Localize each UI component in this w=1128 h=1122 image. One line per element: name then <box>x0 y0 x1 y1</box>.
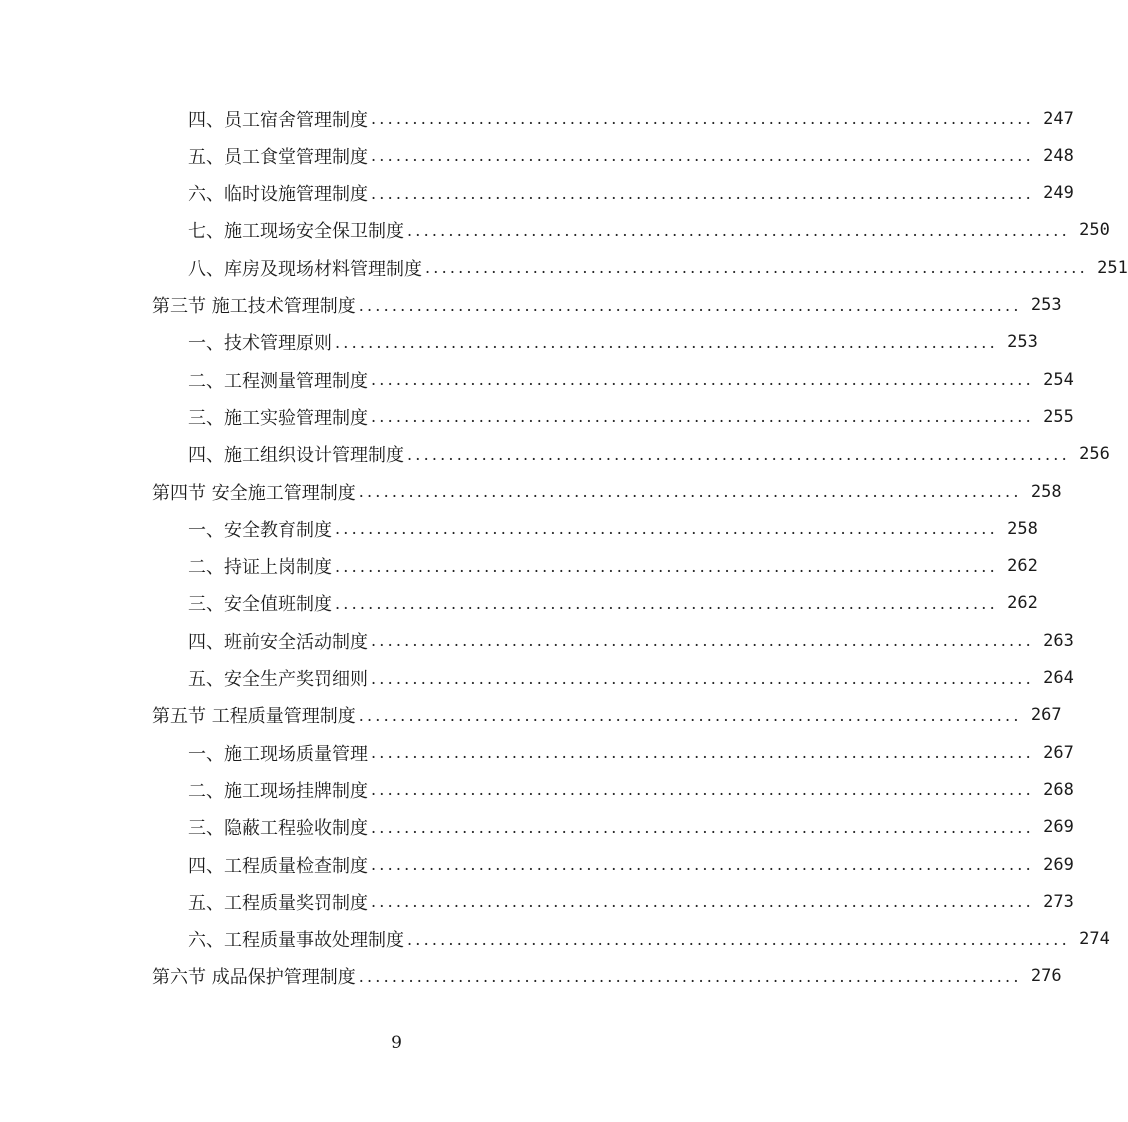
toc-entry-page: 262 <box>1007 556 1038 577</box>
toc-item-entry[interactable] <box>0 324 1038 361</box>
toc-leader-dots: ................................................................................ <box>371 855 1034 874</box>
toc-entry-label: 六、工程质量事故处理制度 <box>188 930 404 952</box>
toc-entry-label: 一、技术管理原则 <box>188 333 332 355</box>
toc-item-entry[interactable] <box>0 883 1074 920</box>
toc-item-entry[interactable] <box>0 175 1074 212</box>
toc-item-entry[interactable] <box>0 137 1074 174</box>
toc-leader-dots: ................................................................................ <box>371 631 1034 651</box>
toc-entry-page: 262 <box>1007 593 1038 614</box>
toc-leader-dots: ................................................................................ <box>407 444 1070 464</box>
toc-item-entry[interactable] <box>0 585 1038 622</box>
toc-leader-dots: ................................................................................ <box>335 519 998 539</box>
toc-item-entry[interactable] <box>0 361 1074 398</box>
toc-entry-label: 第六节 成品保护管理制度 <box>152 967 356 989</box>
toc-item-entry[interactable] <box>0 436 1110 473</box>
toc-entry-label: 八、库房及现场材料管理制度 <box>188 258 422 280</box>
toc-entry-page: 258 <box>1007 518 1038 539</box>
toc-entry-page: 263 <box>1043 630 1074 651</box>
toc-section-entry[interactable] <box>0 473 1062 510</box>
toc-item-entry[interactable] <box>0 771 1074 808</box>
toc-entry-page: 250 <box>1079 220 1110 241</box>
toc-entry-label: 五、工程质量奖罚制度 <box>188 892 368 914</box>
toc-leader-dots: ................................................................................ <box>371 183 1034 203</box>
toc-entry-label: 四、员工宿舍管理制度 <box>188 109 368 131</box>
toc-leader-dots: ................................................................................ <box>371 109 1034 128</box>
page-number: 9 <box>391 1033 402 1053</box>
toc-entry-page: 276 <box>1030 966 1062 987</box>
toc-leader-dots: ................................................................................ <box>371 668 1034 688</box>
toc-leader-dots: ................................................................................ <box>358 966 1022 986</box>
toc-leader-dots: ................................................................................ <box>371 892 1034 912</box>
toc-entry-page: 256 <box>1079 444 1110 465</box>
toc-entry-page: 253 <box>1007 332 1038 353</box>
toc-entry-page: 269 <box>1043 817 1074 838</box>
toc-entry-page: 273 <box>1043 891 1074 912</box>
toc-section-entry[interactable] <box>0 958 1062 995</box>
toc-item-entry[interactable] <box>0 548 1038 585</box>
toc-leader-dots: ................................................................................ <box>371 743 1034 763</box>
toc-section-entry[interactable] <box>0 697 1062 734</box>
toc-entry-page: 249 <box>1043 183 1074 204</box>
toc-item-entry[interactable] <box>0 398 1074 435</box>
toc-leader-dots: ................................................................................ <box>371 370 1034 390</box>
toc-item-entry[interactable] <box>0 846 1074 883</box>
toc-leader-dots: ................................................................................ <box>371 780 1034 800</box>
toc-entry-page: 269 <box>1043 854 1074 875</box>
toc-leader-dots: ................................................................................ <box>335 556 998 576</box>
toc-item-entry[interactable] <box>0 809 1074 846</box>
toc-entry-label: 三、安全值班制度 <box>188 594 332 616</box>
toc-entry-label: 四、班前安全活动制度 <box>188 631 368 653</box>
toc-entry-label: 一、施工现场质量管理 <box>188 743 368 765</box>
toc-section-entry[interactable] <box>0 287 1062 324</box>
toc-item-entry[interactable] <box>0 622 1074 659</box>
toc-entry-page: 267 <box>1030 705 1062 726</box>
toc-entry-label: 第三节 施工技术管理制度 <box>152 296 356 317</box>
toc-item-entry[interactable] <box>0 660 1074 697</box>
toc-entry-label: 一、安全教育制度 <box>188 519 332 541</box>
toc-entry-page: 251 <box>1097 257 1128 278</box>
toc-leader-dots: ................................................................................ <box>407 929 1070 949</box>
toc-leader-dots: ................................................................................ <box>358 705 1022 725</box>
toc-entry-page: 253 <box>1030 295 1062 315</box>
toc-entry-label: 三、隐蔽工程验收制度 <box>188 818 368 840</box>
toc-item-entry[interactable] <box>0 510 1038 547</box>
toc-leader-dots: ................................................................................ <box>425 258 1088 278</box>
toc-entry-label: 五、安全生产奖罚细则 <box>188 669 368 690</box>
toc-entry-page: 267 <box>1043 742 1074 763</box>
toc-entry-label: 二、施工现场挂牌制度 <box>188 780 368 802</box>
toc-entry-page: 264 <box>1043 668 1074 688</box>
toc-leader-dots: ................................................................................ <box>371 146 1034 166</box>
toc-entry-label: 二、工程测量管理制度 <box>188 370 368 392</box>
toc-entry-page: 268 <box>1043 779 1074 800</box>
toc-entry-label: 七、施工现场安全保卫制度 <box>188 221 404 243</box>
toc-item-entry[interactable] <box>0 921 1110 958</box>
toc-entry-label: 第五节 工程质量管理制度 <box>152 706 356 728</box>
toc-entry-page: 258 <box>1030 481 1062 502</box>
toc-entry-label: 三、施工实验管理制度 <box>188 407 368 429</box>
toc-item-entry[interactable] <box>0 249 1128 286</box>
toc-leader-dots: ................................................................................ <box>358 482 1022 501</box>
toc-item-entry[interactable] <box>0 100 1074 137</box>
toc-leader-dots: ................................................................................ <box>371 817 1034 837</box>
toc-entry-page: 254 <box>1043 369 1074 390</box>
toc-item-entry[interactable] <box>0 212 1110 249</box>
toc-entry-page: 274 <box>1079 929 1110 950</box>
toc-entry-page: 247 <box>1043 108 1074 129</box>
toc-entry-label: 五、员工食堂管理制度 <box>188 146 368 168</box>
toc-entry-page: 248 <box>1043 145 1074 166</box>
toc-entry-page: 255 <box>1043 406 1074 427</box>
toc-leader-dots: ................................................................................ <box>407 220 1070 240</box>
toc-entry-label: 第四节 安全施工管理制度 <box>152 482 356 504</box>
toc-entry-label: 六、临时设施管理制度 <box>188 184 368 206</box>
toc-item-entry[interactable] <box>0 734 1074 771</box>
toc-entry-label: 二、持证上岗制度 <box>188 557 332 579</box>
toc-entry-label: 四、工程质量检查制度 <box>188 855 368 877</box>
toc-leader-dots: ................................................................................ <box>335 332 998 352</box>
toc-entry-label: 四、施工组织设计管理制度 <box>188 445 404 467</box>
toc-leader-dots: ................................................................................ <box>335 593 998 613</box>
toc-leader-dots: ................................................................................ <box>358 295 1022 315</box>
toc-leader-dots: ................................................................................ <box>371 407 1034 427</box>
